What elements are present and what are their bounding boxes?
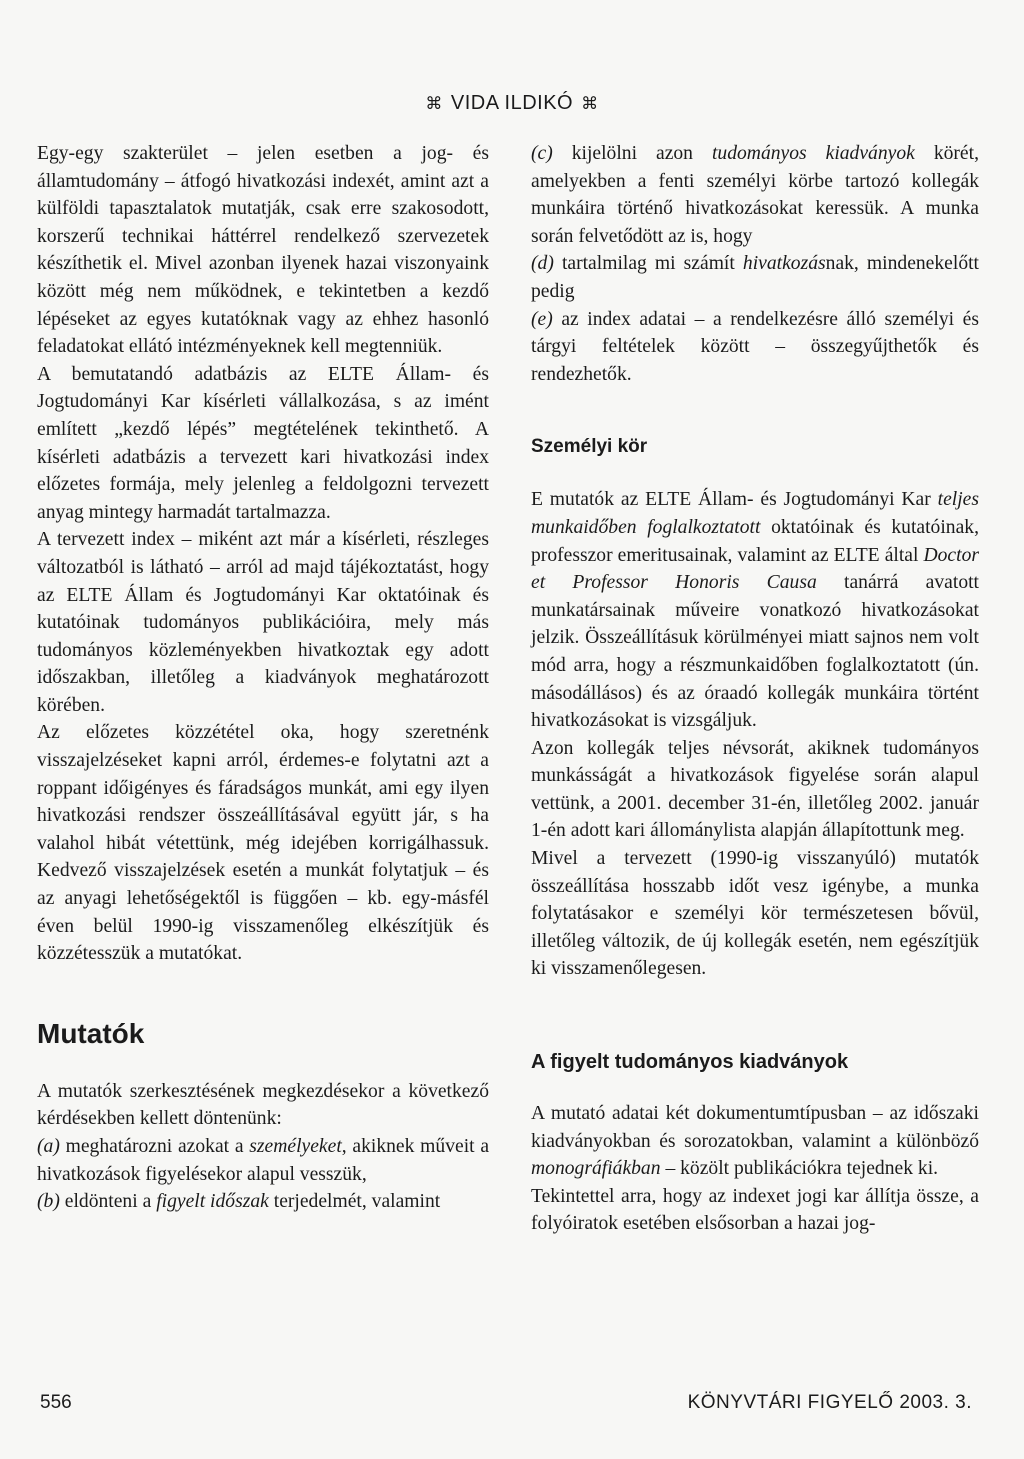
paragraph: Az előzetes közzététel oka, hogy szeretnénk visszajelzéseket kapni arról, érdemes-e folytatni azt a roppant időigényes és fáradságos munkát, ami egy ilyen hivatkozási rendszer összeállításával együtt jár, s ha valahol hibát vétettünk, még idejében korrigálhassuk. Kedvező visszajelzések esetén a munkát folytatjuk – és az anyagi lehetőségektől is függően – kb. egy-másfél éven belül 1990-ig visszamenőleg elkészítjük és közzétesszük a mutatókat. [37, 722, 489, 965]
right-column [531, 140, 979, 1238]
paragraph: A tervezett index – miként azt már a kísérleti, részleges változatból is látható – arról ad majd tájékoztatást, hogy az ELTE Állam és Jogtudományi Kar oktatóinak és kutatóinak tudományos publikációira, mely más tudományos közleményekben hivatkoztak egy adott időszakban, illetőleg a kiadványok meghatározott körében. [37, 529, 489, 716]
paragraph: Egy-egy szakterület – jelen esetben a jog- és államtudomány – átfogó hivatkozási indexét, amint azt a külföldi tapasztalatok mutatják, csak erre szakosodott, korszerű technikai háttérrel rendelkező szervezetek készíthetik el. Mivel azonban ilyenek hazai viszonyaink között még nem működnek, e tekintetben a kezdő lépéseket az egyes kutatóknak vagy az ehhez hasonló feladatokat ellátó intézményeknek kell megtenniük. [37, 143, 489, 358]
paragraph: A bemutatandó adatbázis az ELTE Állam- és Jogtudományi Kar kísérleti vállalkozása, s az imént említett „kezdő lépés” megtételének tekinthető. A kísérleti adatbázis a tervezett kari hivatkozási index előzetes formája, mely jelenleg a feldolgozni tervezett anyag mintegy harmadát tartalmazza. [37, 363, 489, 523]
paragraph: E mutatók az ELTE Állam- és Jogtudományi Kar teljes munkaidőben foglalkoztatott oktatóinak és kutatóinak, professzor emeritusainak, valamint az ELTE által Doctor et Professor Honoris Causa tanárrá avatott munkatársainak műveire vonatkozó hivatkozásokat jelzik. Összeállításuk körülményei miatt sajnos nem volt mód arra, hogy a részmunkaidőben foglalkoztatott (ún. másodállásos) és az óraadó kollegák munkáira történt hivatkozásokat is vizsgáljuk. [531, 489, 979, 732]
journal-footer: KÖNYVTÁRI FIGYELŐ 2003. 3. [687, 1392, 972, 1413]
ornament-icon: ⌘ [581, 94, 599, 113]
list-item-b: (b) eldönteni a figyelt időszak terjedelmét, valamint [37, 1191, 441, 1213]
section-heading-figyelt-kiadvanyok: A figyelt tudományos kiadványok [531, 1051, 849, 1074]
running-header [0, 92, 1024, 115]
paragraph: Mivel a tervezett (1990-ig visszanyúló) mutatók összeállítása hosszabb időt vesz igénybe, a munka folytatásakor e személyi kör természetesen bővül, illetőleg változik, de új kollegák esetén, nem egészítjük ki visszamenőlegesen. [531, 848, 979, 980]
paragraph: Tekintettel arra, hogy az indexet jogi kar állítja össze, a folyóiratok esetében elsősorban a hazai jog- [531, 1185, 979, 1235]
list-item-a: (a) meghatározni azokat a személyeket, akiknek műveit a hivatkozások figyelésekor alapul vesszük, [37, 1136, 490, 1185]
list-item-d: (d) tartalmilag mi számít hivatkozásnak, mindenekelőtt pedig [531, 253, 980, 302]
author-name: VIDA ILDIKÓ [450, 92, 574, 114]
paragraph: A mutatók szerkesztésének megkezdésekor a következő kérdésekben kellett döntenünk: [37, 1080, 489, 1130]
section-heading-mutatok: Mutatók [37, 1017, 145, 1049]
ornament-icon: ⌘ [425, 94, 443, 113]
page-number: 556 [40, 1392, 72, 1413]
list-item-e: (e) az index adatai – a rendelkezésre álló személyi és tárgyi feltételek között – összegyűjthetők és rendezhetők. [531, 308, 979, 385]
paragraph: A mutató adatai két dokumentumtípusban – az időszaki kiadványokban és sorozatokban, valamint a különböző monográfiákban – közölt publikációkra tejednek ki. [531, 1103, 979, 1180]
left-column [37, 140, 489, 1216]
section-heading-szemelyi-kor: Személyi kör [531, 436, 648, 458]
list-item-c: (c) kijelölni azon tudományos kiadványok körét, amelyekben a fenti személyi körbe tartozó kollegák munkáira történő hivatkozásokat keressük. A munka során felvetődött az is, hogy [531, 143, 979, 247]
paragraph: Azon kollegák teljes névsorát, akiknek tudományos munkásságát a hivatkozások figyelése során alapul vettünk, a 2001. december 31-én, illetőleg 2002. január 1-én adott kari állománylista alapján állapítottunk meg. [531, 737, 979, 842]
